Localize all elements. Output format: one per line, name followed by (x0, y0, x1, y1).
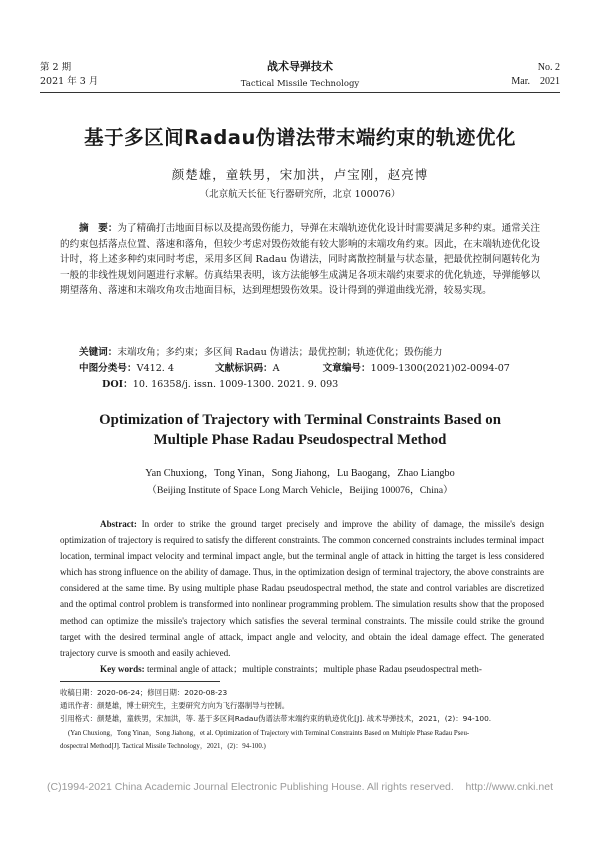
abstract-cn-label: 摘 要： (79, 223, 118, 234)
article-no-value: 1009-1300(2021)02-0094-07 (370, 363, 510, 374)
footnote-corresponding (60, 699, 550, 712)
abstract-cn-text: 为了精确打击地面目标以及提高毁伤能力，导弹在末端轨迹优化设计时需要满足多种约束。通常关注的约束包括落点位置、落速和落角，但较少考虑对毁伤效能有较大影响的末端攻角约束。因此，在末端轨迹优化设计时，将上述多种约束同时考虑，采用多区间 Radau 伪谱法，同时离散控制量与状态量，把最优控制问题转化为一般的非线性规划问题进行求解。仿真结果表明，该方法能够生成满足各项末端约束要求的优化轨迹，导弹能够以期望落角、落速和末端攻角攻击地面目标，达到理想毁伤效果。设计得到的弹道曲线光滑，较易实现。 (60, 223, 541, 297)
footnote-rule (60, 681, 220, 682)
header-rule (40, 92, 560, 93)
footnote-corr-label: 通讯作者： (60, 701, 97, 710)
footnote-cite-cn: 颜楚雄，童轶男，宋加洪，等. 基于多区间Radau伪谱法带末端约束的轨迹优化[J]. 战术导弹技术，2021，(2)：94-100. (96, 714, 492, 723)
footnote-corr-text: 颜楚雄，博士研究生，主要研究方向为飞行器制导与控制。 (96, 701, 290, 710)
doc-code-label: 文献标识码： (215, 363, 273, 374)
abstract-en (60, 516, 544, 661)
keywords-en-text: terminal angle of attack；multiple constraints；multiple phase Radau pseudospectral meth- (147, 664, 482, 674)
title-cn: 基于多区间Radau伪谱法带末端约束的轨迹优化 (84, 126, 516, 149)
keywords-cn (60, 345, 540, 361)
date-cn: 2021 年 3 月 (40, 76, 99, 87)
classification-line (60, 361, 540, 377)
keywords-cn-label: 关键词： (79, 347, 118, 358)
title-en-line-2: Multiple Phase Radau Pseudospectral Method (153, 432, 447, 448)
issue-en: No. 2 (537, 62, 560, 73)
clc-value: V412. 4 (136, 363, 175, 374)
doi-value: 10. 16358/j. issn. 1009-1300. 2021. 9. 093 (132, 379, 339, 390)
doi-line (60, 377, 540, 393)
abstract-cn (60, 221, 540, 299)
date-en: Mar. 2021 (511, 76, 560, 87)
keywords-cn-text: 末端攻角；多约束；多区间 Radau 伪谱法；最优控制；轨迹优化；毁伤能力 (117, 347, 443, 358)
footnote-cite-label: 引用格式： (60, 714, 97, 723)
affiliation-cn: （北京航天长征飞行器研究所，北京 100076） (199, 189, 401, 200)
article-no-label: 文章编号： (322, 363, 371, 374)
authors-cn: 颜楚雄，童轶男，宋加洪，卢宝刚，赵亮博 (171, 167, 429, 182)
affiliation-en: （Beijing Institute of Space Long March Vehicle，Beijing 100076，China） (147, 485, 453, 496)
abstract-en-label: Abstract: (100, 519, 137, 529)
keywords-en (60, 661, 544, 677)
authors-en: Yan Chuxiong，Tong Yinan，Song Jiahong，Lu Baogang，Zhao Liangbo (145, 468, 455, 479)
footnote-dates: 收稿日期：2020-06-24；修回日期：2020-08-23 (60, 688, 228, 697)
doi-label: DOI： (102, 379, 133, 390)
footnote-citation-en-2: dospectral Method[J]. Tactical Missile Technology，2021，(2)：94-100.) (60, 743, 266, 750)
footnote-citation-cn (60, 712, 550, 725)
issue-cn: 第 2 期 (40, 62, 72, 73)
footnote-citation-en-1: (Yan Chuxiong，Tong Yinan，Song Jiahong，et al. Optimization of Trajectory with Terminal Constraints Based on Multiple Phase Radau Pseu- (68, 730, 470, 737)
title-en-line-1: Optimization of Trajectory with Terminal Constraints Based on (99, 412, 501, 428)
journal-name-cn: 战术导弹技术 (267, 60, 333, 73)
clc-label: 中图分类号： (79, 363, 137, 374)
doc-code-value: A (272, 363, 280, 374)
copyright-watermark: (C)1994-2021 China Academic Journal Electronic Publishing House. All rights reserved. http://www.cnki.net (47, 781, 553, 793)
keywords-en-label: Key words: (100, 664, 145, 674)
journal-name-en: Tactical Missile Technology (240, 79, 360, 89)
abstract-en-text: In order to strike the ground target precisely and improve the ability of damage, the missile's design optimization of trajectory is required to satisfy the different constraints. The common concerned constraints includes terminal impact location, terminal impact velocity and terminal impact angle, but the terminal angle of attack in hitting the target is less considered which has strong influence on the ability of damage. Thus, in the optimization design of terminal trajectory, the above constraints are considered at the same time. By using multiple phase Radau pseudospectral method, the state and control variables are discretized and the optimal control problem is transformed into nonlinear programming problem. The simulation results show that the proposed method can optimize the missile's trajectory which satisfies the several terminal constraints. The missile could strike the ground target with the desired terminal angle of attack, impact angle and velocity, and obtain the ideal damage effect. The generated trajectory curve is smooth and easily achieved. (60, 519, 544, 658)
